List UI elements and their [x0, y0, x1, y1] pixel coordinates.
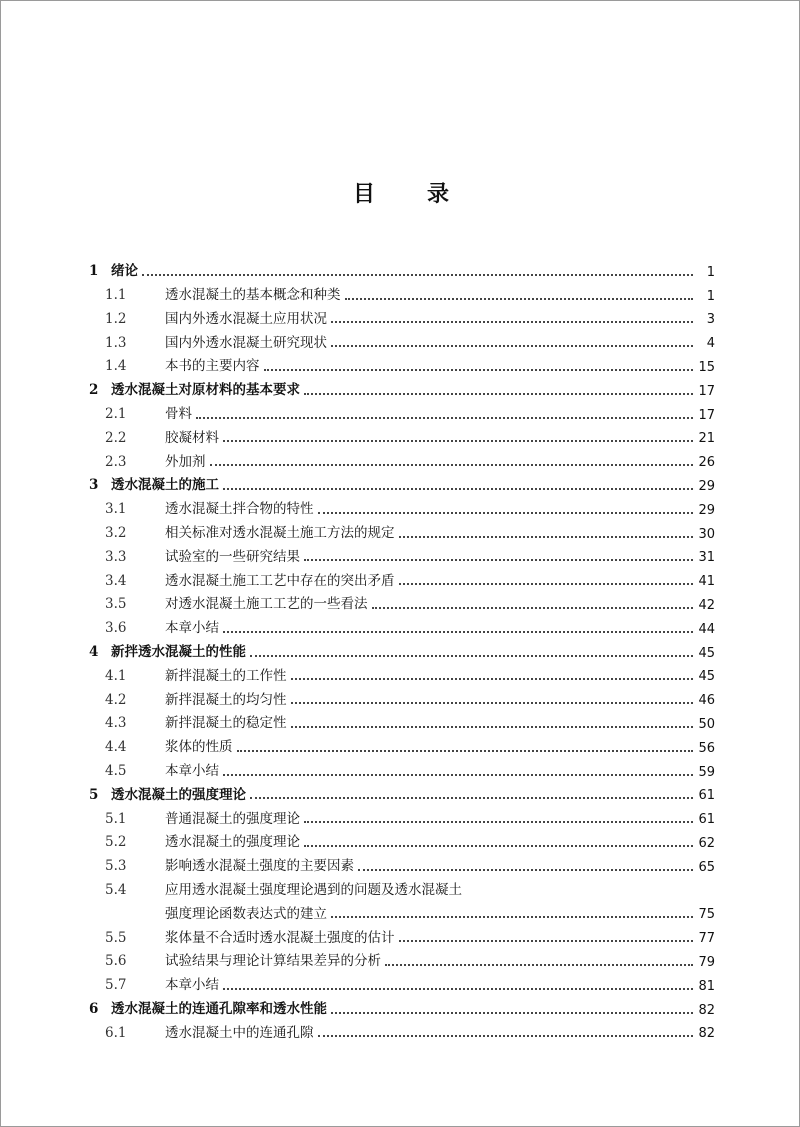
toc-entry-number: 4 [89, 644, 99, 661]
toc-entry-title: 胶凝材料 [165, 429, 219, 446]
toc-entry-number: 5.4 [105, 882, 127, 899]
toc-entry-number: 3.4 [105, 572, 127, 589]
dot-leader [345, 298, 694, 300]
toc-section-entry[interactable] [85, 493, 715, 517]
dot-leader [304, 393, 693, 395]
toc-chapter-entry[interactable] [85, 255, 715, 279]
toc-page-number: 81 [698, 978, 715, 994]
dot-leader [399, 940, 694, 942]
toc-section-entry[interactable] [85, 422, 715, 446]
dot-leader [304, 821, 693, 823]
toc-section-entry[interactable] [85, 802, 715, 826]
dot-leader [385, 964, 693, 966]
toc-page-number: 31 [698, 550, 715, 566]
dot-leader [223, 440, 693, 442]
toc-entry-title: 浆体量不合适时透水混凝土强度的估计 [165, 929, 395, 946]
toc-entry-title: 骨料 [165, 406, 192, 423]
toc-page-number: 82 [698, 1002, 715, 1018]
toc-section-entry[interactable] [85, 1017, 715, 1041]
toc-section-entry[interactable] [85, 350, 715, 374]
toc-section-entry[interactable] [85, 564, 715, 588]
toc-entry-number: 5.6 [105, 953, 127, 970]
toc-entry-title: 试验结果与理论计算结果差异的分析 [165, 953, 381, 970]
dot-leader [223, 988, 693, 990]
toc-entry-title: 强度理论函数表达式的建立 [165, 905, 327, 922]
dot-leader [331, 1012, 693, 1014]
toc-page-number: 56 [698, 740, 715, 756]
toc-chapter-entry[interactable] [85, 993, 715, 1017]
dot-leader [331, 916, 693, 918]
toc-page-number: 42 [698, 597, 715, 613]
dot-leader [250, 655, 693, 657]
toc-section-entry[interactable] [85, 731, 715, 755]
toc-entry-number: 4.5 [105, 763, 127, 780]
toc-chapter-entry[interactable] [85, 636, 715, 660]
toc-entry-number: 2.2 [105, 429, 127, 446]
toc-page-number: 30 [698, 526, 715, 542]
toc-entry-title: 透水混凝土的连通孔隙率和透水性能 [111, 1001, 327, 1017]
toc-section-entry[interactable] [85, 945, 715, 969]
toc-page-number: 3 [706, 312, 715, 328]
toc-entry-title: 透水混凝土对原材料的基本要求 [111, 382, 300, 399]
toc-page-number: 41 [698, 574, 715, 590]
toc-entry-number: 2.3 [105, 453, 127, 470]
dot-leader [372, 607, 694, 609]
toc-section-entry[interactable] [85, 683, 715, 707]
toc-section-entry[interactable] [85, 398, 715, 422]
toc-section-entry[interactable] [85, 517, 715, 541]
toc-page-number: 50 [698, 716, 715, 732]
toc-page-number: 29 [698, 502, 715, 518]
dot-leader [358, 869, 693, 871]
toc-page-number: 46 [698, 693, 715, 709]
toc-page-number: 29 [698, 478, 715, 494]
dot-leader [196, 417, 693, 419]
toc-section-entry[interactable] [85, 445, 715, 469]
toc-section-entry[interactable] [85, 707, 715, 731]
toc-entry-number: 1.3 [105, 334, 127, 351]
toc-entry-title: 透水混凝土的基本概念和种类 [165, 287, 341, 304]
toc-page-number: 21 [698, 431, 715, 447]
toc-entry-number: 1.1 [105, 287, 127, 304]
dot-leader [223, 631, 693, 633]
toc-chapter-entry[interactable] [85, 469, 715, 493]
toc-page-number: 75 [698, 907, 715, 923]
toc-section-entry[interactable] [85, 326, 715, 350]
toc-page-number: 79 [698, 954, 715, 970]
toc-page-number: 44 [698, 621, 715, 637]
toc-entry-number: 3 [89, 477, 99, 494]
toc-section-entry[interactable] [85, 874, 715, 898]
toc-entry-title: 浆体的性质 [165, 739, 233, 756]
dot-leader [399, 536, 694, 538]
toc-entry-title: 透水混凝土拌合物的特性 [165, 501, 314, 518]
toc-entry-number: 6.1 [105, 1024, 127, 1041]
toc-section-entry[interactable] [85, 541, 715, 565]
dot-leader [291, 702, 694, 704]
dot-leader [318, 512, 694, 514]
dot-leader [331, 321, 693, 323]
toc-page-number: 15 [698, 359, 715, 375]
toc-page-number: 77 [698, 931, 715, 947]
toc-entry-title: 试验室的一些研究结果 [165, 548, 300, 565]
page-title: 目 录 [352, 182, 450, 207]
toc-page-number: 1 [706, 264, 715, 280]
toc-entry-title: 本章小结 [165, 763, 219, 780]
toc-entry-title: 绪论 [111, 263, 138, 280]
dot-leader [304, 845, 693, 847]
toc-page-number: 65 [698, 859, 715, 875]
toc-section-entry[interactable] [85, 755, 715, 779]
toc-page-number: 4 [706, 336, 715, 352]
toc-page-number: 62 [698, 835, 715, 851]
toc-section-entry[interactable] [85, 660, 715, 684]
toc-entry-title: 相关标准对透水混凝土施工方法的规定 [165, 525, 395, 542]
toc-entry-number: 3.6 [105, 620, 127, 637]
dot-leader [291, 726, 694, 728]
toc-section-entry[interactable] [85, 303, 715, 327]
toc-entry-title: 本章小结 [165, 620, 219, 637]
dot-leader [223, 774, 693, 776]
dot-leader [210, 464, 694, 466]
toc-entry-title: 国内外透水混凝土研究现状 [165, 334, 327, 351]
toc-entry-number: 4.2 [105, 691, 127, 708]
toc-page-number: 1 [706, 288, 715, 304]
toc-entry-title: 新拌透水混凝土的性能 [111, 644, 246, 661]
dot-leader [237, 750, 694, 752]
toc-page-number: 26 [698, 455, 715, 471]
toc-entry-number: 5.2 [105, 834, 127, 851]
toc-section-entry[interactable] [85, 921, 715, 945]
toc-section-entry[interactable] [85, 612, 715, 636]
toc-entry-title: 对透水混凝土施工工艺的一些看法 [165, 596, 368, 613]
dot-leader [223, 488, 693, 490]
toc-entry-title: 新拌混凝土的工作性 [165, 667, 287, 684]
toc-entry-number: 1.4 [105, 358, 127, 375]
toc-entry-number: 2.1 [105, 406, 127, 423]
toc-entry-number: 3.1 [105, 501, 127, 518]
toc-section-entry[interactable] [85, 850, 715, 874]
toc-entry-number: 5.3 [105, 858, 127, 875]
toc-entry-number: 1.2 [105, 310, 127, 327]
toc-entry-title: 国内外透水混凝土应用状况 [165, 310, 327, 327]
toc-entry-number: 5.5 [105, 929, 127, 946]
table-of-contents [85, 255, 715, 1040]
toc-section-entry[interactable] [85, 898, 715, 922]
dot-leader [399, 583, 694, 585]
toc-entry-number: 5.7 [105, 977, 127, 994]
toc-chapter-entry[interactable] [85, 779, 715, 803]
toc-entry-number: 4.1 [105, 667, 127, 684]
toc-page-number: 82 [698, 1026, 715, 1042]
dot-leader [318, 1035, 694, 1037]
toc-chapter-entry[interactable] [85, 374, 715, 398]
toc-entry-number: 6 [89, 1001, 99, 1017]
toc-entry-title: 透水混凝土的强度理论 [111, 786, 246, 803]
toc-entry-title: 本书的主要内容 [165, 358, 260, 375]
toc-page-number: 17 [698, 383, 715, 399]
dot-leader [331, 345, 693, 347]
toc-entry-title: 透水混凝土的施工 [111, 477, 219, 494]
toc-entry-title: 新拌混凝土的稳定性 [165, 715, 287, 732]
toc-entry-number: 3.3 [105, 548, 127, 565]
toc-section-entry[interactable] [85, 826, 715, 850]
toc-entry-title: 透水混凝土施工工艺中存在的突出矛盾 [165, 572, 395, 589]
dot-leader [142, 274, 693, 276]
toc-entry-number: 4.3 [105, 715, 127, 732]
toc-entry-title: 普通混凝土的强度理论 [165, 810, 300, 827]
toc-entry-number: 3.2 [105, 525, 127, 542]
toc-entry-number: 2 [89, 382, 99, 399]
toc-entry-title: 新拌混凝土的均匀性 [165, 691, 287, 708]
toc-entry-number: 5 [89, 786, 99, 803]
toc-entry-title: 外加剂 [165, 453, 206, 470]
dot-leader [250, 797, 693, 799]
dot-leader [291, 678, 694, 680]
toc-page-number: 61 [698, 812, 715, 828]
toc-page-number: 17 [698, 407, 715, 423]
toc-page-number: 45 [698, 669, 715, 685]
toc-page-number: 61 [698, 788, 715, 804]
toc-entry-title: 应用透水混凝土强度理论遇到的问题及透水混凝土 [165, 882, 462, 899]
toc-section-entry[interactable] [85, 588, 715, 612]
toc-entry-number: 5.1 [105, 810, 127, 827]
toc-entry-title: 透水混凝土的强度理论 [165, 834, 300, 851]
toc-entry-title: 本章小结 [165, 977, 219, 994]
toc-entry-title: 影响透水混凝土强度的主要因素 [165, 858, 354, 875]
toc-section-entry[interactable] [85, 969, 715, 993]
dot-leader [264, 369, 694, 371]
toc-entry-title: 透水混凝土中的连通孔隙 [165, 1024, 314, 1041]
toc-entry-number: 3.5 [105, 596, 127, 613]
toc-page-number: 59 [698, 764, 715, 780]
toc-section-entry[interactable] [85, 279, 715, 303]
toc-entry-number: 4.4 [105, 739, 127, 756]
toc-page-number: 45 [698, 645, 715, 661]
dot-leader [304, 559, 693, 561]
toc-entry-number: 1 [89, 263, 99, 280]
